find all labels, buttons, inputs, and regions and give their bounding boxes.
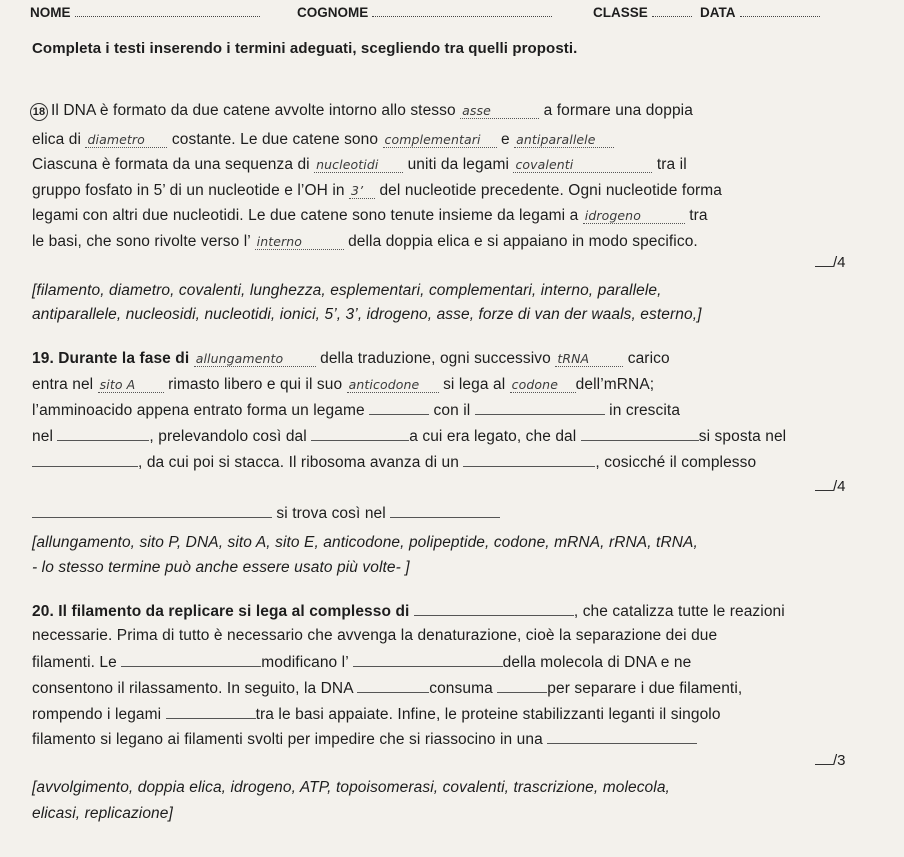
data-label: DATA — [700, 4, 820, 20]
ex18-answer-6[interactable]: covalenti — [513, 157, 652, 173]
ex19-score: /4 — [815, 478, 846, 495]
ex20-line-1: 20. Il filamento da replicare si lega al complesso di , che catalizza tutte le reazioni — [32, 603, 785, 620]
ex20-score: /3 — [815, 752, 846, 769]
ex20-terms-1: [avvolgimento, doppia elica, idrogeno, ATP, topoisomerasi, covalenti, trascrizione, molecola, — [32, 779, 670, 796]
ex19-line-1: 19. Durante la fase di allungamento della traduzione, ogni successivo tRNA carico — [32, 350, 670, 367]
ex19-answer-5[interactable]: codone — [510, 377, 576, 393]
ex19-answer-1[interactable]: allungamento — [194, 351, 316, 367]
ex20-blank-1[interactable] — [414, 602, 574, 616]
ex19-terms-2: - lo stesso termine può anche essere usato più volte- ] — [32, 559, 410, 576]
ex19-blank-8[interactable] — [32, 504, 272, 518]
ex18-answer-5[interactable]: nucleotidi — [314, 157, 403, 173]
nome-label: NOME — [30, 4, 260, 20]
ex20-blank-6[interactable] — [166, 705, 256, 719]
ex18-line-4: gruppo fosfato in 5’ di un nucleotide e l’OH in 3’ del nucleotide precedente. Ogni nucleotide forma — [32, 182, 723, 199]
ex19-blank-6[interactable] — [32, 453, 138, 467]
ex20-line-4: consentono il rilassamento. In seguito, la DNA consuma per separare i due filamenti, — [32, 680, 743, 697]
ex18-answer-9[interactable]: interno — [255, 234, 344, 250]
ex19-answer-3[interactable]: sito A — [98, 377, 164, 393]
ex19-line-4: nel , prelevandolo così dal a cui era legato, che dal si sposta nel — [32, 428, 787, 445]
ex18-number-icon: 18 — [30, 103, 48, 121]
ex18-terms-1: [filamento, diametro, covalenti, lunghezza, esplementari, complementari, interno, parallele, — [32, 282, 662, 299]
ex20-blank-4[interactable] — [357, 679, 429, 693]
ex20-blank-7[interactable] — [547, 730, 697, 744]
ex18-answer-4[interactable]: antiparallele — [514, 132, 614, 148]
ex20-line-6: filamento si legano ai filamenti svolti per impedire che si riassocino in una — [32, 730, 697, 749]
ex18-line-5: legami con altri due nucleotidi. Le due catene sono tenute insieme da legami a idrogeno tra — [32, 207, 708, 224]
ex18-answer-3[interactable]: complementari — [383, 132, 497, 148]
ex19-blank-7[interactable] — [463, 453, 595, 467]
ex18-score: /4 — [815, 254, 846, 271]
ex20-line-3: filamenti. Le modificano l’ della molecola di DNA e ne — [32, 654, 692, 671]
ex18-answer-2[interactable]: diametro — [85, 132, 167, 148]
ex19-blank-5[interactable] — [581, 427, 699, 441]
ex20-line-5: rompendo i legami tra le basi appaiate. Infine, le proteine stabilizzanti leganti il singolo — [32, 706, 721, 723]
ex19-blank-4[interactable] — [311, 427, 409, 441]
ex19-blank-9[interactable] — [390, 504, 500, 518]
ex18-answer-8[interactable]: idrogeno — [583, 208, 685, 224]
ex18-line-3: Ciascuna è formata da una sequenza di nucleotidi uniti da legami covalenti tra il — [32, 156, 687, 173]
ex20-blank-3[interactable] — [353, 653, 503, 667]
ex19-blank-3[interactable] — [57, 427, 149, 441]
ex19-answer-4[interactable]: anticodone — [347, 377, 439, 393]
ex19-blank-2[interactable] — [475, 401, 605, 415]
ex18-line-1: 18 Il DNA è formato da due catene avvolte intorno allo stesso asse a formare una doppia — [30, 102, 693, 121]
instruction-text: Completa i testi inserendo i termini adeguati, scegliendo tra quelli proposti. — [32, 40, 578, 57]
ex20-line-2: necessarie. Prima di tutto è necessario che avvenga la denaturazione, cioè la separazione dei due — [32, 627, 718, 644]
ex20-blank-5[interactable] — [497, 679, 547, 693]
ex19-line-2: entra nel sito A rimasto libero e qui il suo anticodone si lega al codone dell’mRNA; — [32, 376, 655, 393]
ex19-line-3: l’amminoacido appena entrato forma un legame con il in crescita — [32, 402, 681, 419]
ex20-terms-2: elicasi, replicazione] — [32, 805, 173, 822]
classe-label: CLASSE — [593, 4, 692, 20]
ex18-answer-7[interactable]: 3’ — [349, 183, 375, 199]
ex19-blank-1[interactable] — [369, 401, 429, 415]
ex18-answer-1[interactable]: asse — [460, 103, 539, 119]
ex19-line-6: si trova così nel — [32, 504, 500, 523]
cognome-label: COGNOME — [297, 4, 552, 20]
ex19-line-5: , da cui poi si stacca. Il ribosoma avanza di un , cosicché il complesso — [32, 453, 756, 472]
ex19-answer-2[interactable]: tRNA — [555, 351, 623, 367]
ex18-line-6: le basi, che sono rivolte verso l’ interno della doppia elica e si appaiano in modo specifico. — [32, 233, 698, 250]
ex18-line-2: elica di diametro costante. Le due catene sono complementari e antiparallele — [32, 131, 614, 149]
ex20-blank-2[interactable] — [121, 653, 261, 667]
ex18-terms-2: antiparallele, nucleosidi, nucleotidi, ionici, 5’, 3’, idrogeno, asse, forze di van der waals, esterno,] — [32, 306, 702, 323]
ex19-terms-1: [allungamento, sito P, DNA, sito A, sito E, anticodone, polipeptide, codone, mRNA, rRNA, tRNA, — [32, 534, 698, 551]
